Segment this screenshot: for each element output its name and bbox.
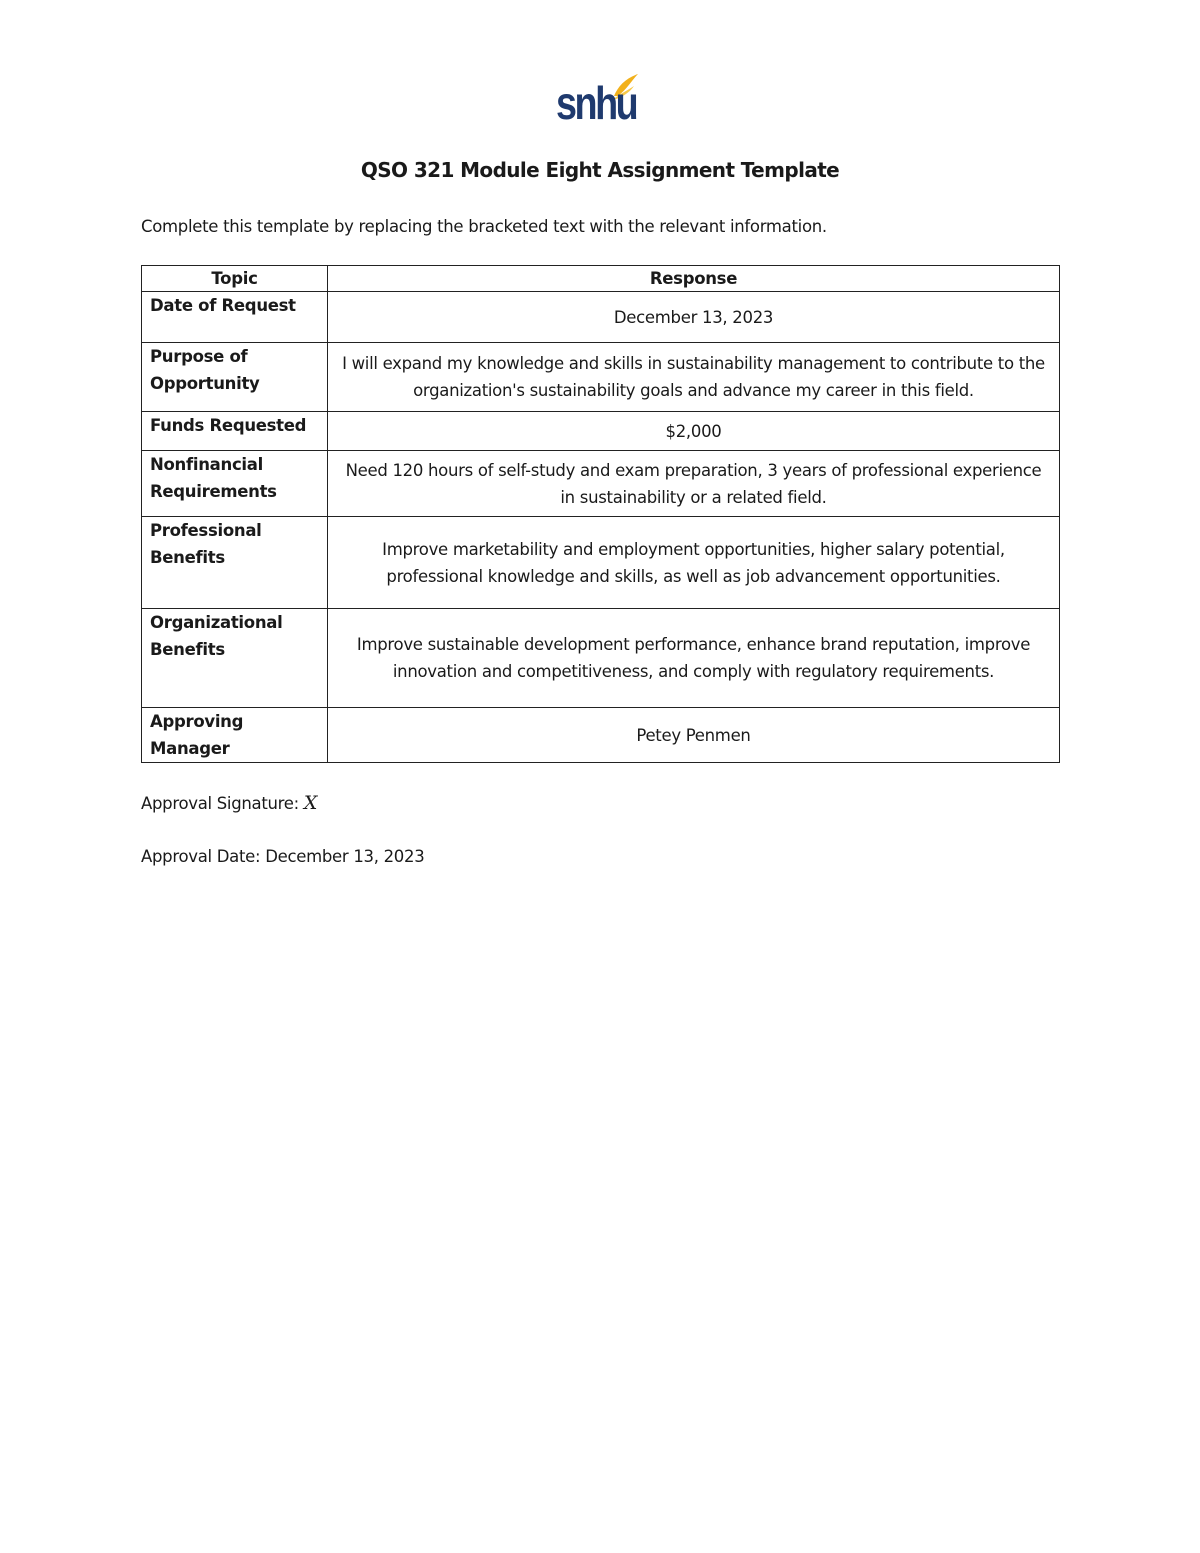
- date-value: December 13, 2023: [265, 847, 425, 866]
- table-row: [142, 609, 1060, 708]
- table-row: [142, 451, 1060, 517]
- topic-cell: Nonfinancial Requirements: [142, 451, 328, 517]
- topic-cell: Funds Requested: [142, 412, 328, 451]
- signature-mark: X: [303, 792, 318, 814]
- request-table: [141, 265, 1060, 763]
- date-label: Approval Date:: [141, 847, 261, 866]
- topic-cell: Organizational Benefits: [142, 609, 328, 708]
- response-cell: Improve marketability and employment opportunities, higher salary potential, professional knowledge and skills, as well as job advancement opportunities.: [328, 517, 1060, 609]
- logo-wordmark: snhu: [556, 77, 637, 129]
- header-topic: Topic: [142, 266, 328, 292]
- topic-cell: Purpose of Opportunity: [142, 343, 328, 412]
- table-header-row: [142, 266, 1060, 292]
- response-cell: I will expand my knowledge and skills in sustainability management to contribute to the organization's sustainability goals and advance my career in this field.: [328, 343, 1060, 412]
- table-row: [142, 343, 1060, 412]
- document-title: QSO 321 Module Eight Assignment Template: [360, 158, 840, 182]
- topic-cell: Approving Manager: [142, 708, 328, 763]
- header-response: Response: [328, 266, 1060, 292]
- instructions-text: Complete this template by replacing the bracketed text with the relevant information.: [141, 217, 827, 236]
- signature-label: Approval Signature:: [141, 794, 299, 813]
- approval-signature: [141, 792, 317, 814]
- response-cell: Improve sustainable development performance, enhance brand reputation, improve innovation and competitiveness, and comply with regulatory requirements.: [328, 609, 1060, 708]
- snhu-logo: [552, 72, 642, 134]
- table-row: [142, 708, 1060, 763]
- response-cell: $2,000: [328, 412, 1060, 451]
- response-cell: Need 120 hours of self-study and exam preparation, 3 years of professional experience in sustainability or a related field.: [328, 451, 1060, 517]
- table-row: [142, 412, 1060, 451]
- response-cell: December 13, 2023: [328, 292, 1060, 343]
- table-row: [142, 292, 1060, 343]
- topic-cell: Date of Request: [142, 292, 328, 343]
- approval-date: [141, 847, 424, 866]
- response-cell: Petey Penmen: [328, 708, 1060, 763]
- table-row: [142, 517, 1060, 609]
- topic-cell: Professional Benefits: [142, 517, 328, 609]
